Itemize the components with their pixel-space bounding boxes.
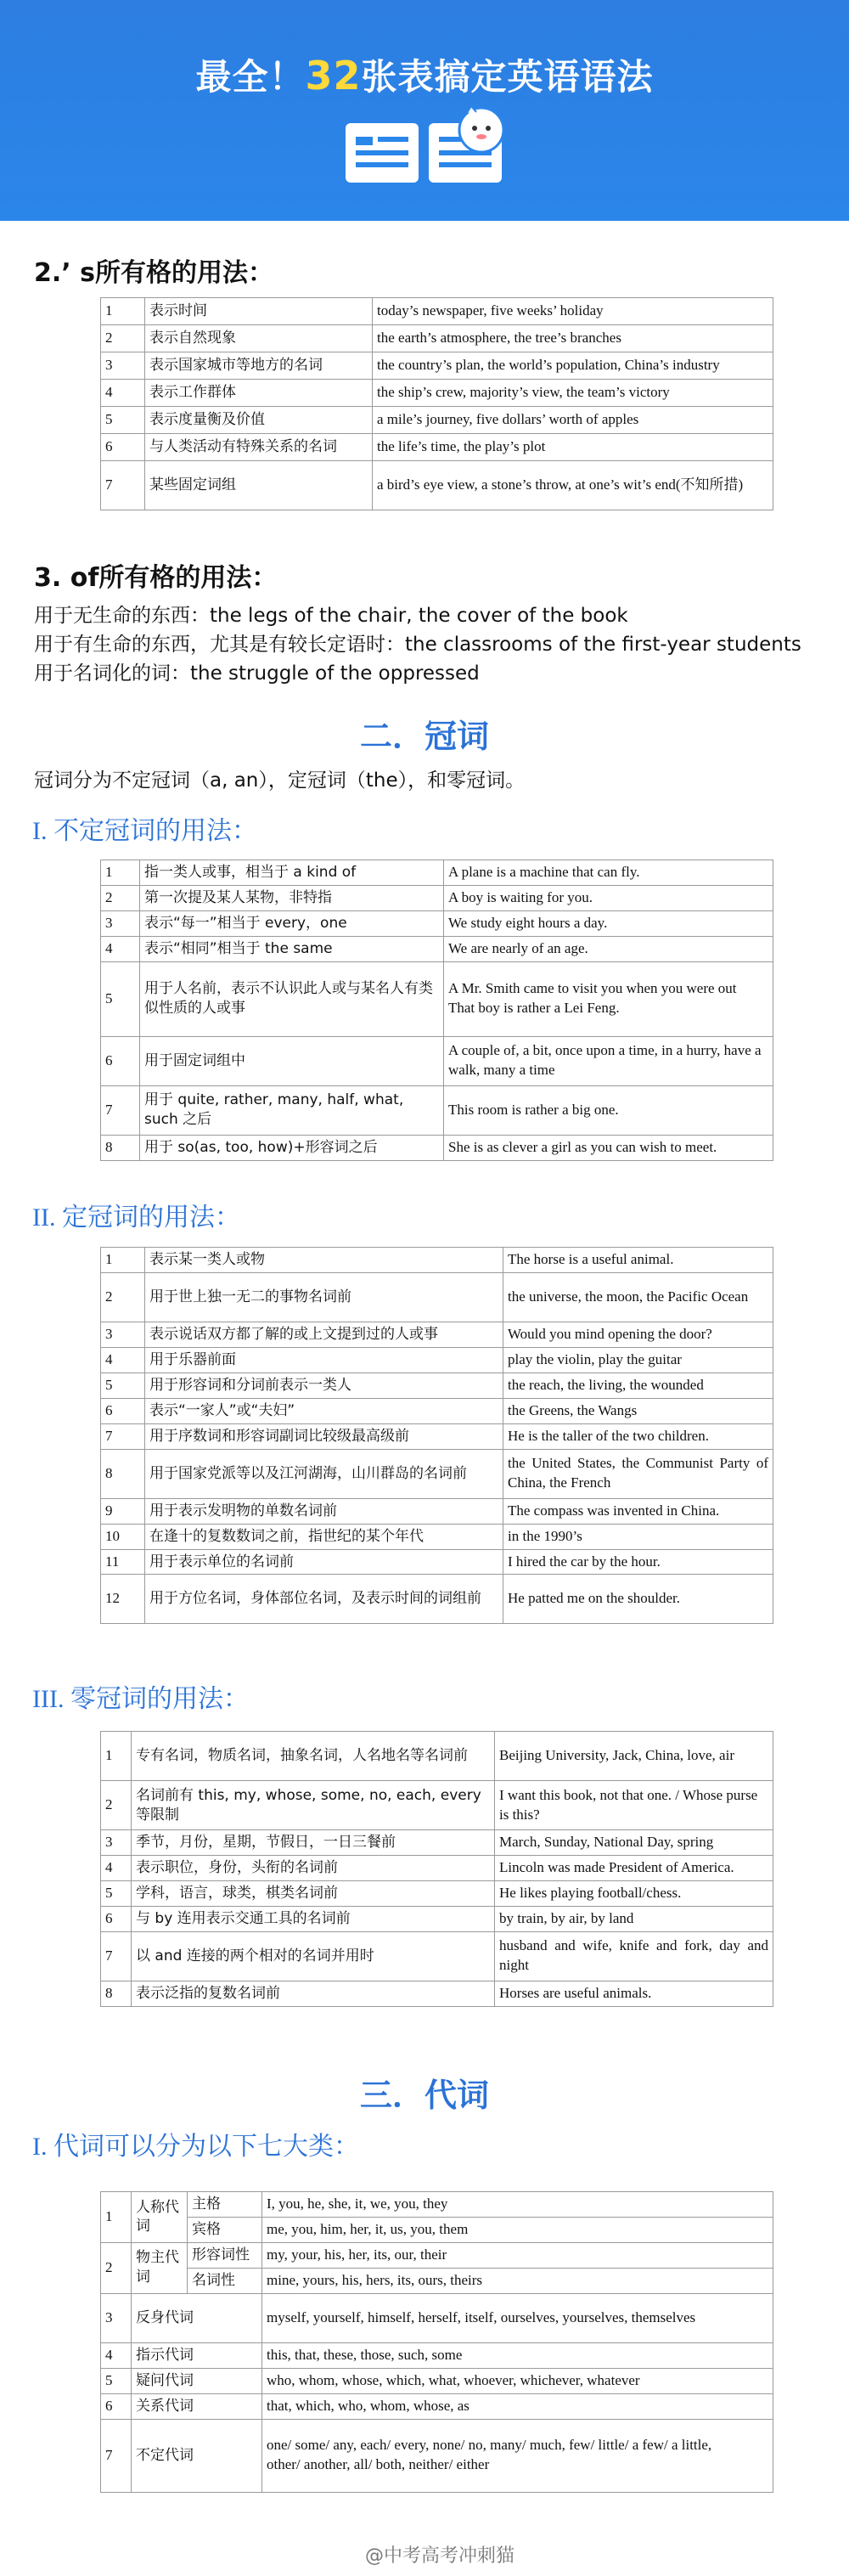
example-cell: the reach, the living, the wounded <box>503 1373 773 1398</box>
row-number: 7 <box>101 1931 132 1981</box>
table-row <box>101 298 773 325</box>
usage-cell: 表示时间 <box>145 298 373 325</box>
usage-cell: 表示泛指的复数名词前 <box>132 1981 495 2006</box>
table-row <box>101 2419 773 2492</box>
usage-cell: 用于人名前，表示不认识此人或与某名人有类似性质的人或事 <box>140 961 444 1036</box>
table-row <box>101 407 773 434</box>
row-number: 7 <box>101 1423 145 1449</box>
row-number: 5 <box>101 961 140 1036</box>
example-cell: the ship’s crew, majority’s view, the team’s victory <box>373 380 773 407</box>
row-number: 2 <box>101 1781 132 1830</box>
usage-cell: 表示国家城市等地方的名词 <box>145 352 373 380</box>
row-number: 2 <box>101 2242 132 2293</box>
usage-cell: 某些固定词组 <box>145 461 373 510</box>
table-row <box>101 1781 773 1830</box>
example-cell: I, you, he, she, it, we, you, they <box>262 2192 773 2218</box>
table-row <box>101 936 773 961</box>
row-number: 7 <box>101 461 145 510</box>
subtype-cell: 宾格 <box>188 2217 262 2242</box>
row-number: 5 <box>101 2368 132 2393</box>
table-row <box>101 2242 773 2268</box>
usage-cell: 表示“一家人”或“夫妇” <box>145 1398 503 1423</box>
example-cell: by train, by air, by land <box>495 1906 773 1931</box>
example-cell: He patted me on the shoulder. <box>503 1575 773 1624</box>
subtype-cell: 主格 <box>188 2192 262 2218</box>
article-intro: 冠词分为不定冠词（a, an），定冠词（the），和零冠词。 <box>34 769 526 792</box>
example-line-1: A Mr. Smith came to visit you when you were out <box>448 980 737 997</box>
of-possessive-heading: 3. of所有格的用法： <box>34 563 278 593</box>
example-cell <box>262 2419 773 2492</box>
example-cell: myself, yourself, himself, herself, itself, ourselves, yourselves, themselves <box>262 2293 773 2342</box>
table-row <box>101 860 773 886</box>
row-number: 11 <box>101 1549 145 1575</box>
table-row <box>101 1449 773 1498</box>
table-row <box>101 352 773 380</box>
table-row <box>101 1085 773 1135</box>
usage-cell: 名词前有 this, my, whose, some, no, each, every 等限制 <box>132 1781 495 1830</box>
table-row <box>101 1398 773 1423</box>
row-number: 7 <box>101 2419 132 2492</box>
usage-cell: 与 by 连用表示交通工具的名词前 <box>132 1906 495 1931</box>
usage-cell: 用于表示单位的名词前 <box>145 1549 503 1575</box>
table-row <box>101 2293 773 2342</box>
banner-title <box>0 49 849 100</box>
usage-cell: 用于序数词和形容词副词比较级最高级前 <box>145 1423 503 1449</box>
table-row <box>101 2268 773 2293</box>
usage-cell: 第一次提及某人某物，非特指 <box>140 885 444 910</box>
example-line-2: That boy is rather a Lei Feng. <box>448 1000 620 1017</box>
pronoun-type-cell: 物主代词 <box>132 2242 188 2293</box>
usage-cell: 用于形容词和分词前表示一类人 <box>145 1373 503 1398</box>
table-row <box>101 2368 773 2393</box>
subtype-cell: 名词性 <box>188 2268 262 2293</box>
table-row <box>101 325 773 352</box>
row-number: 2 <box>101 885 140 910</box>
table-row <box>101 2393 773 2419</box>
table-row <box>101 2217 773 2242</box>
row-number: 6 <box>101 1036 140 1085</box>
example-cell: A plane is a machine that can fly. <box>444 860 773 886</box>
row-number: 4 <box>101 1855 132 1880</box>
pronoun-type-cell: 疑问代词 <box>132 2368 262 2393</box>
table-row <box>101 1855 773 1880</box>
example-cell: We study eight hours a day. <box>444 910 773 936</box>
example-cell: He is the taller of the two children. <box>503 1423 773 1449</box>
row-number: 4 <box>101 380 145 407</box>
table-row <box>101 1524 773 1549</box>
example-cell: the life’s time, the play’s plot <box>373 434 773 461</box>
row-number: 8 <box>101 1135 140 1160</box>
definite-heading <box>32 1196 240 1233</box>
zero-article-table <box>100 1731 773 2007</box>
row-number: 8 <box>101 1449 145 1498</box>
table-row <box>101 1498 773 1524</box>
example-cell: I hired the car by the hour. <box>503 1549 773 1575</box>
example-cell: this, that, these, those, such, some <box>262 2342 773 2368</box>
table-row <box>101 1036 773 1085</box>
heading-numeral: I. <box>32 817 48 845</box>
zero-article-heading <box>32 1677 249 1715</box>
usage-cell: 表示说话双方都了解的或上文提到过的人或事 <box>145 1322 503 1347</box>
row-number: 12 <box>101 1575 145 1624</box>
table-row <box>101 1880 773 1906</box>
table-row <box>101 434 773 461</box>
usage-cell: 表示职位，身份，头衔的名词前 <box>132 1855 495 1880</box>
example-cell: who, whom, whose, which, what, whoever, whichever, whatever <box>262 2368 773 2393</box>
row-number: 3 <box>101 1830 132 1856</box>
of-line-3: 用于名词化的词：the struggle of the oppressed <box>34 662 480 685</box>
example-cell: A boy is waiting for you. <box>444 885 773 910</box>
row-number: 4 <box>101 1347 145 1373</box>
example-cell: She is as clever a girl as you can wish to meet. <box>444 1135 773 1160</box>
usage-cell: 以 and 连接的两个相对的名词并用时 <box>132 1931 495 1981</box>
example-cell: We are nearly of an age. <box>444 936 773 961</box>
example-cell: Lincoln was made President of America. <box>495 1855 773 1880</box>
example-cell: Would you mind opening the door? <box>503 1322 773 1347</box>
watermark: @中考高考冲刺猫 <box>365 2545 515 2567</box>
subtype-cell: 形容词性 <box>188 2242 262 2268</box>
row-number: 1 <box>101 298 145 325</box>
example-cell: husband and wife, knife and fork, day and night <box>495 1931 773 1981</box>
example-cell: I want this book, not that one. / Whose purse is this? <box>495 1781 773 1830</box>
example-cell: a bird’s eye view, a stone’s throw, at one’s wit’s end(不知所措) <box>373 461 773 510</box>
table-row <box>101 1272 773 1322</box>
usage-cell: 用于乐器前面 <box>145 1347 503 1373</box>
example-cell: The horse is a useful animal. <box>503 1248 773 1273</box>
heading-text: 不定冠词的用法： <box>53 816 257 846</box>
table-row <box>101 2192 773 2218</box>
example-cell: the United States, the Communist Party of China, the French <box>503 1449 773 1498</box>
row-number: 3 <box>101 2293 132 2342</box>
table-row <box>101 1135 773 1160</box>
example-cell: mine, yours, his, hers, its, ours, theirs <box>262 2268 773 2293</box>
definite-table <box>100 1247 773 1624</box>
usage-cell: 表示度量衡及价值 <box>145 407 373 434</box>
header-banner <box>0 0 849 221</box>
pronoun-types-heading <box>32 2125 359 2162</box>
usage-cell: 表示自然现象 <box>145 325 373 352</box>
table-row <box>101 1830 773 1856</box>
example-cell: a mile’s journey, five dollars’ worth of apples <box>373 407 773 434</box>
example-cell: March, Sunday, National Day, spring <box>495 1830 773 1856</box>
row-number: 1 <box>101 2192 132 2243</box>
usage-cell: 季节，月份，星期，节假日，一日三餐前 <box>132 1830 495 1856</box>
usage-cell: 用于 so(as, too, how)+形容词之后 <box>140 1135 444 1160</box>
heading-numeral: III. <box>32 1685 65 1713</box>
table-row <box>101 2342 773 2368</box>
example-cell: the universe, the moon, the Pacific Ocean <box>503 1272 773 1322</box>
pronoun-type-cell: 人称代词 <box>132 2192 188 2243</box>
pronoun-type-cell: 关系代词 <box>132 2393 262 2419</box>
usage-cell: 用于世上独一无二的事物名词前 <box>145 1272 503 1322</box>
table-row <box>101 1373 773 1398</box>
table-row <box>101 1248 773 1273</box>
row-number: 10 <box>101 1524 145 1549</box>
heading-text: 代词可以分为以下七大类： <box>53 2132 359 2162</box>
example-cell: today’s newspaper, five weeks’ holiday <box>373 298 773 325</box>
example-cell: The compass was invented in China. <box>503 1498 773 1524</box>
of-line-2: 用于有生命的东西，尤其是有较长定语时：the classrooms of the first-year students <box>34 634 801 656</box>
of-line-1: 用于无生命的东西：the legs of the chair, the cover of the book <box>34 605 628 627</box>
row-number: 6 <box>101 2393 132 2419</box>
row-number: 6 <box>101 434 145 461</box>
example-cell: that, which, who, whom, whose, as <box>262 2393 773 2419</box>
indefinite-table <box>100 860 773 1161</box>
table-row <box>101 1931 773 1981</box>
heading-text: 定冠词的用法： <box>61 1203 240 1232</box>
usage-cell: 与人类活动有特殊关系的名词 <box>145 434 373 461</box>
table-row <box>101 380 773 407</box>
example-cell: Beijing University, Jack, China, love, air <box>495 1732 773 1781</box>
article-heading: 二．冠词 <box>359 718 489 755</box>
row-number: 4 <box>101 936 140 961</box>
usage-cell: 用于表示发明物的单数名词前 <box>145 1498 503 1524</box>
indefinite-heading <box>32 809 257 847</box>
example-line-1: one/ some/ any, each/ every, none/ no, many/ much, few/ little/ a few/ a little, <box>267 2437 712 2454</box>
table-row <box>101 961 773 1036</box>
pronoun-type-cell: 指示代词 <box>132 2342 262 2368</box>
table-row <box>101 910 773 936</box>
table-row <box>101 1322 773 1347</box>
row-number: 4 <box>101 2342 132 2368</box>
usage-cell: 用于固定词组中 <box>140 1036 444 1085</box>
example-cell: A couple of, a bit, once upon a time, in a hurry, have a walk, many a time <box>444 1036 773 1085</box>
row-number: 1 <box>101 1732 132 1781</box>
example-cell: play the violin, play the guitar <box>503 1347 773 1373</box>
row-number: 3 <box>101 910 140 936</box>
table-row <box>101 1575 773 1624</box>
table-row <box>101 1423 773 1449</box>
usage-cell: 用于 quite, rather, many, half, what, such 之后 <box>140 1085 444 1135</box>
table-row <box>101 461 773 510</box>
example-cell: my, your, his, her, its, our, their <box>262 2242 773 2268</box>
usage-cell: 在逢十的复数数词之前，指世纪的某个年代 <box>145 1524 503 1549</box>
heading-numeral: I. <box>32 2133 48 2161</box>
table-row <box>101 1906 773 1931</box>
open-book-icon <box>344 106 505 191</box>
usage-cell: 表示“每一”相当于 every，one <box>140 910 444 936</box>
usage-cell: 用于方位名词，身体部位名词，及表示时间的词组前 <box>145 1575 503 1624</box>
possessive-heading: 2.’ s所有格的用法： <box>34 258 273 288</box>
row-number: 9 <box>101 1498 145 1524</box>
example-cell <box>444 961 773 1036</box>
row-number: 6 <box>101 1398 145 1423</box>
usage-cell: 学科，语言，球类，棋类名词前 <box>132 1880 495 1906</box>
title-number: 32 <box>305 53 362 99</box>
row-number: 3 <box>101 1322 145 1347</box>
row-number: 5 <box>101 407 145 434</box>
example-cell: the Greens, the Wangs <box>503 1398 773 1423</box>
table-row <box>101 885 773 910</box>
usage-cell: 专有名词，物质名词，抽象名词，人名地名等名词前 <box>132 1732 495 1781</box>
usage-cell: 表示某一类人或物 <box>145 1248 503 1273</box>
table-row <box>101 1549 773 1575</box>
row-number: 3 <box>101 352 145 380</box>
row-number: 5 <box>101 1880 132 1906</box>
usage-cell: 用于国家党派等以及江河湖海，山川群岛的名词前 <box>145 1449 503 1498</box>
usage-cell: 表示“相同”相当于 the same <box>140 936 444 961</box>
row-number: 1 <box>101 1248 145 1273</box>
row-number: 2 <box>101 1272 145 1322</box>
table-row <box>101 1347 773 1373</box>
usage-cell: 指一类人或事，相当于 a kind of <box>140 860 444 886</box>
row-number: 7 <box>101 1085 140 1135</box>
row-number: 8 <box>101 1981 132 2006</box>
table-row <box>101 1732 773 1781</box>
example-line-2: other/ another, all/ both, neither/ either <box>267 2456 490 2473</box>
pronoun-heading: 三．代词 <box>359 2077 489 2114</box>
example-cell: me, you, him, her, it, us, you, them <box>262 2217 773 2242</box>
row-number: 1 <box>101 860 140 886</box>
example-cell: the country’s plan, the world’s population, China’s industry <box>373 352 773 380</box>
example-cell: in the 1990’s <box>503 1524 773 1549</box>
example-cell: This room is rather a big one. <box>444 1085 773 1135</box>
pronoun-table <box>100 2191 773 2493</box>
example-cell: He likes playing football/chess. <box>495 1880 773 1906</box>
table-row <box>101 1981 773 2006</box>
heading-numeral: II. <box>32 1203 56 1232</box>
title-part-a: 最全！ <box>195 56 306 98</box>
usage-cell: 表示工作群体 <box>145 380 373 407</box>
pronoun-type-cell: 反身代词 <box>132 2293 262 2342</box>
heading-text: 零冠词的用法： <box>70 1684 249 1714</box>
example-cell: Horses are useful animals. <box>495 1981 773 2006</box>
row-number: 6 <box>101 1906 132 1931</box>
possessive-table <box>100 297 773 510</box>
row-number: 5 <box>101 1373 145 1398</box>
pronoun-type-cell: 不定代词 <box>132 2419 262 2492</box>
example-cell: the earth’s atmosphere, the tree’s branches <box>373 325 773 352</box>
row-number: 2 <box>101 325 145 352</box>
title-part-b: 张表搞定英语语法 <box>361 56 654 98</box>
